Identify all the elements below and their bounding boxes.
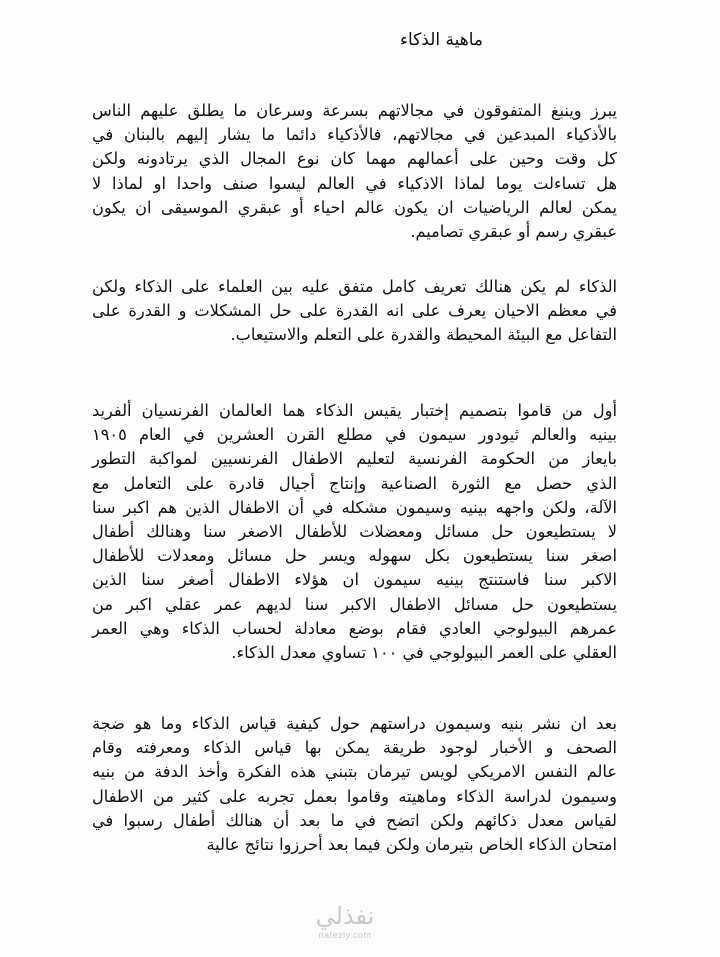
text-line: لا يستطيعون حل مسائل ومعضلات للأطفال الاصغر سنا وهنالك أطفال: [92, 522, 617, 542]
text-line: عمرهم البيولوجي العادي فقام بوضع معادلة لحساب الذكاء وهي العمر: [92, 618, 617, 638]
paragraph-history: [92, 399, 617, 665]
text-line: أول من قاموا بتصميم إختبار يقيس الذكاء هما العالمان الفرنسيان ألفريد: [92, 401, 617, 420]
text-line: التفاعل مع البيئة المحيطة والقدرة على التعلم والاستيعاب.: [230, 325, 617, 345]
text-line: يمكن لعالم الرياضيات ان يكون عالم احياء أو عبقري الموسيقى ان يكون: [92, 197, 617, 217]
text-line: يبرز وينبغ المتفوقون في مجالاتهم بسرعة وسرعان ما يطلق عليهم الناس: [92, 101, 617, 120]
paragraph-terman: [92, 712, 617, 857]
text-line: بينيه والعالم ثيودور سيمون في مطلع القرن العشرين في العام ١٩٠٥: [92, 425, 617, 445]
text-line: بعد ان نشر بنيه وسيمون دراستهم حول كيفية قياس الذكاء وما هو ضجة: [92, 714, 617, 733]
text-line: الذكاء لم يكن هنالك تعريف كامل متفق عليه بين العلماء على الذكاء ولكن: [92, 277, 617, 296]
text-line: لقياس معدل ذكائهم ولكن اتضح في ما بعد أن هنالك أطفال رسبوا في: [92, 810, 617, 830]
text-line: الذي حصل مع الثورة الصناعية وإنتاج أجيال قادرة على التعامل مع: [92, 473, 617, 493]
text-line: بالأذكياء المبدعين في مجالاتهم، فالأذكياء دائما ما يشار إليهم بالبنان في: [92, 125, 617, 145]
text-line: امتحان الذكاء الخاص بتيرمان ولكن فيما بعد أحرزوا نتائج عالية: [206, 835, 617, 855]
text-line: الآلة، ولكن واجهه بينيه وسيمون مشكله في أن الاطفال الذين هم اكبر سنا: [92, 497, 617, 517]
text-line: بايعاز من الحكومة الفرنسية لتعليم الاطفال الفرنسيين لمواكبة التطور: [92, 449, 617, 469]
paragraph-intro: [92, 99, 617, 244]
paragraph-definition: [92, 275, 617, 348]
document-title: ماهية الذكاء: [400, 30, 483, 50]
nafezly-watermark-logo: [300, 903, 390, 953]
text-line: وسيمون لدراسة الذكاء وماهيته وقاموا بعمل تجربه على كثير من الاطفال: [92, 786, 617, 806]
text-line: عالم النفس الامريكي لويس تيرمان بتبني هذه الفكرة وأخذ الدفة من بنيه: [92, 762, 617, 782]
text-line: العقلي على العمر البيولوجي في ١٠٠ تساوي معدل الذكاء.: [231, 643, 617, 663]
text-line: اصغر سنا يستطيعون بكل سهوله ويسر حل مسائل ومعدلات للأطفال: [92, 546, 617, 566]
text-line: كل وقت وحين على أعمالهم مهما كان نوع المجال الذي يرتادونه ولكن: [92, 149, 617, 169]
text-line: الصحف و الأخبار لوجود طريقة يمكن بها قياس الذكاء ومعرفته وقام: [92, 738, 617, 758]
text-line: عبقري رسم أو عبقري تصاميم.: [410, 222, 617, 242]
watermark-text: نفذلي: [315, 902, 375, 930]
text-line: في معظم الاحيان يعرف على انه القدرة على حل المشكلات و القدرة على: [92, 301, 617, 321]
text-line: هل تساءلت يوما لماذا الاذكياء في العالم ليسوا صنف واحدا او لماذا لا: [92, 173, 617, 193]
text-line: يستطيعون حل مسائل الاطفال الاكبر سنا لديهم عمر عقلي اكبر من: [92, 594, 617, 614]
text-line: الاكبر سنا فاستنتج بينيه سيمون ان هؤلاء الاطفال أصغر سنا الذين: [92, 570, 617, 590]
watermark-url: nafezly.com: [318, 930, 372, 940]
